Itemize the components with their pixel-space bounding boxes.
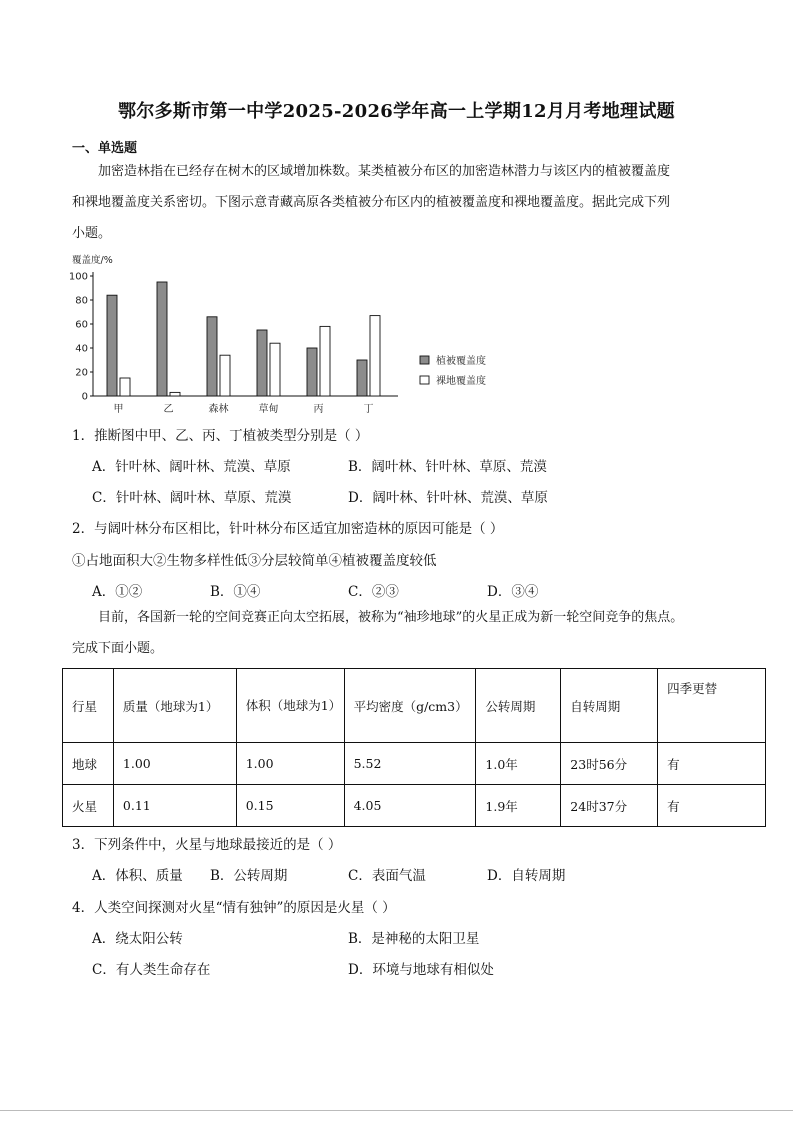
y-tick-label: 80 bbox=[75, 295, 88, 307]
intro1-line1: 加密造林指在已经存在树木的区域增加株数。某类植被分布区的加密造林潜力与该区内的植被覆盖度 bbox=[98, 164, 671, 179]
q2-option-b[interactable]: B．①④ bbox=[210, 584, 261, 600]
bar-bare-land bbox=[370, 316, 380, 396]
intro1-line2: 和裸地覆盖度关系密切。下图示意青藏高原各类植被分布区内的植被覆盖度和裸地覆盖度。据此完成下列 bbox=[72, 195, 671, 210]
table-cell: 24时37分 bbox=[561, 785, 658, 827]
intro1-line3: 小题。 bbox=[72, 226, 112, 241]
table-cell: 1.0年 bbox=[476, 743, 561, 785]
section-heading: 一、单选题 bbox=[72, 141, 138, 156]
x-tick-label: 森林 bbox=[208, 404, 229, 415]
bar-vegetation bbox=[107, 295, 117, 396]
table-header-cell: 行星 bbox=[63, 669, 114, 743]
q3-option-c[interactable]: C．表面气温 bbox=[348, 868, 426, 884]
q3-option-b[interactable]: B．公转周期 bbox=[210, 868, 288, 884]
planet-comparison-table bbox=[62, 668, 766, 827]
vegetation-coverage-chart bbox=[68, 250, 508, 420]
x-tick-label: 甲 bbox=[113, 404, 124, 415]
x-tick-label: 丁 bbox=[363, 404, 374, 415]
table-header-cell: 公转周期 bbox=[476, 669, 561, 743]
q4-option-b[interactable]: B．是神秘的太阳卫星 bbox=[348, 931, 480, 947]
table-cell: 4.05 bbox=[344, 785, 476, 827]
page-title: 鄂尔多斯市第一中学2025-2026学年高一上学期12月月考地理试题 bbox=[118, 101, 675, 122]
table-cell: 1.9年 bbox=[476, 785, 561, 827]
legend-swatch bbox=[420, 376, 429, 384]
bar-vegetation bbox=[357, 360, 367, 396]
table-header-cell: 体积（地球为1） bbox=[236, 669, 344, 743]
table-header-cell: 质量（地球为1） bbox=[113, 669, 236, 743]
x-tick-label: 乙 bbox=[163, 404, 174, 415]
q2-option-c[interactable]: C．②③ bbox=[348, 584, 399, 600]
table-cell: 23时56分 bbox=[561, 743, 658, 785]
q2-stem: 2．与阔叶林分布区相比，针叶林分布区适宜加密造林的原因可能是（ ） bbox=[72, 521, 504, 537]
table-header-cell: 平均密度（g/cm3） bbox=[344, 669, 476, 743]
table-row bbox=[63, 743, 766, 785]
bar-vegetation bbox=[257, 330, 267, 396]
q3-option-d[interactable]: D．自转周期 bbox=[487, 868, 566, 884]
y-tick-label: 40 bbox=[75, 343, 88, 355]
x-tick-label: 草甸 bbox=[258, 404, 279, 415]
legend-label: 植被覆盖度 bbox=[436, 356, 486, 367]
table-cell: 火星 bbox=[63, 785, 114, 827]
q1-stem: 1．推断图中甲、乙、丙、丁植被类型分别是（ ） bbox=[72, 428, 369, 444]
bar-bare-land bbox=[220, 355, 230, 396]
q4-stem: 4．人类空间探测对火星“情有独钟”的原因是火星（ ） bbox=[72, 900, 396, 916]
bar-bare-land bbox=[120, 378, 130, 396]
q1-option-d[interactable]: D．阔叶林、针叶林、荒漠、草原 bbox=[348, 490, 548, 506]
table-cell: 地球 bbox=[63, 743, 114, 785]
x-tick-label: 丙 bbox=[313, 404, 324, 415]
bar-bare-land bbox=[320, 326, 330, 396]
table-header-cell: 自转周期 bbox=[561, 669, 658, 743]
table-cell: 0.11 bbox=[113, 785, 236, 827]
intro2-line2: 完成下面小题。 bbox=[72, 641, 164, 656]
y-axis-label: 覆盖度/% bbox=[72, 255, 113, 266]
intro2-line1: 目前，各国新一轮的空间竞赛正向太空拓展，被称为“袖珍地球”的火星正成为新一轮空间竞争的焦点。 bbox=[98, 610, 684, 625]
q1-option-a[interactable]: A．针叶林、阔叶林、荒漠、草原 bbox=[92, 459, 291, 475]
q2-option-d[interactable]: D．③④ bbox=[487, 584, 539, 600]
q4-option-c[interactable]: C．有人类生命存在 bbox=[92, 962, 211, 978]
page-bottom-divider bbox=[0, 1110, 793, 1111]
table-header-cell: 四季更替 bbox=[658, 669, 766, 743]
q3-option-a[interactable]: A．体积、质量 bbox=[92, 868, 183, 884]
bar-bare-land bbox=[170, 392, 180, 396]
q1-option-c[interactable]: C．针叶林、阔叶林、草原、荒漠 bbox=[92, 490, 292, 506]
table-header-row bbox=[63, 669, 766, 743]
y-tick-label: 60 bbox=[75, 319, 88, 331]
table-row bbox=[63, 785, 766, 827]
q4-option-a[interactable]: A．绕太阳公转 bbox=[92, 931, 183, 947]
q4-option-d[interactable]: D．环境与地球有相似处 bbox=[348, 962, 494, 978]
y-tick-label: 20 bbox=[75, 367, 88, 379]
q2-statements: ①占地面积大②生物多样性低③分层较简单④植被覆盖度较低 bbox=[72, 553, 437, 569]
bar-vegetation bbox=[157, 282, 167, 396]
q2-option-a[interactable]: A．①② bbox=[92, 584, 143, 600]
table-cell: 1.00 bbox=[113, 743, 236, 785]
bar-vegetation bbox=[307, 348, 317, 396]
table-cell: 有 bbox=[658, 743, 766, 785]
legend-label: 裸地覆盖度 bbox=[436, 376, 486, 387]
bar-bare-land bbox=[270, 343, 280, 396]
y-tick-label: 0 bbox=[81, 391, 88, 403]
bar-vegetation bbox=[207, 317, 217, 396]
q3-stem: 3．下列条件中，火星与地球最接近的是（ ） bbox=[72, 837, 342, 853]
q1-option-b[interactable]: B．阔叶林、针叶林、草原、荒漠 bbox=[348, 459, 547, 475]
table-cell: 0.15 bbox=[236, 785, 344, 827]
table-cell: 1.00 bbox=[236, 743, 344, 785]
legend-swatch bbox=[420, 356, 429, 364]
y-tick-label: 100 bbox=[68, 271, 88, 283]
table-cell: 5.52 bbox=[344, 743, 476, 785]
table-cell: 有 bbox=[658, 785, 766, 827]
